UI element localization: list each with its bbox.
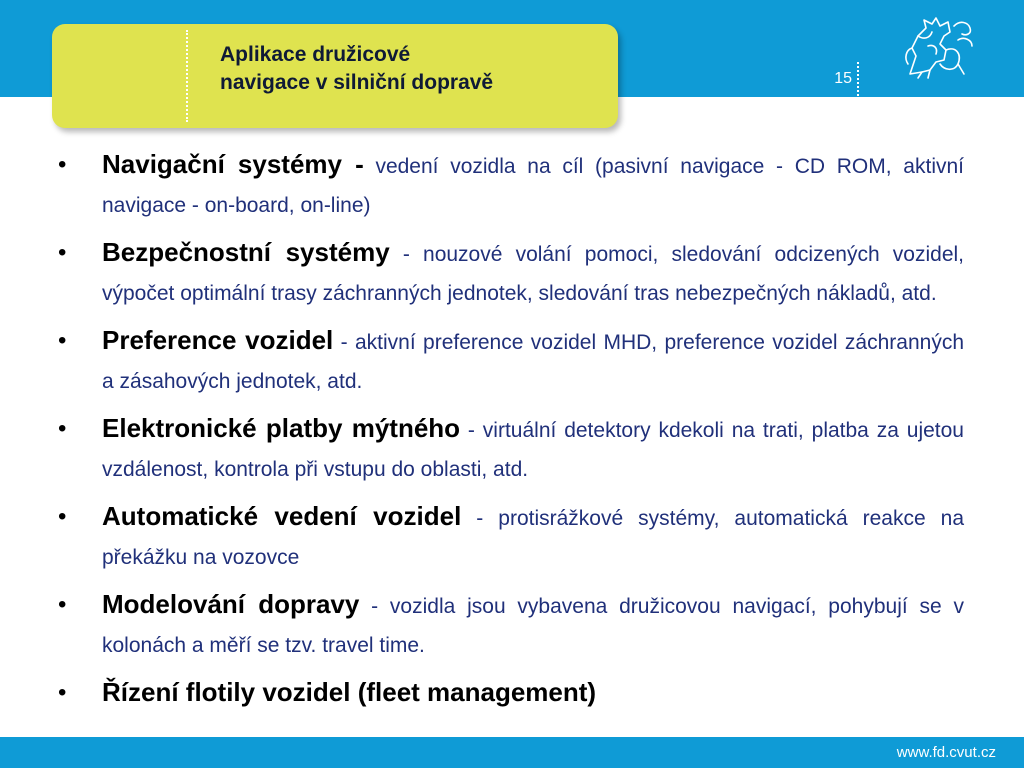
footer-url-link[interactable]: www.fd.cvut.cz <box>896 744 996 761</box>
bullet-dot-icon: • <box>58 503 67 530</box>
bullet-description: - protisrážkové systémy, automatická reakce na překážku na vozovce <box>102 507 965 569</box>
bullet-heading: Řízení flotily vozidel (fleet management) <box>102 677 597 707</box>
list-item <box>58 322 964 402</box>
bullet-list <box>58 146 964 723</box>
bullet-heading: Navigační systémy - <box>102 149 364 179</box>
bullet-heading: Automatické vedení vozidel <box>102 501 462 531</box>
footer-band <box>0 737 1024 768</box>
bullet-description: - virtuální detektory kdekoli na trati, platba za ujetou vzdálenost, kontrola při vstupu do oblasti, atd. <box>102 419 964 481</box>
page-number-divider <box>857 62 859 96</box>
bullet-description: - vozidla jsou vybavena družicovou navigací, pohybují se v kolonách a měří se tzv. travel time. <box>102 595 964 657</box>
bullet-dot-icon: • <box>58 591 67 618</box>
slide-title-line-1: Aplikace družicové <box>220 43 411 66</box>
bullet-heading: Preference vozidel <box>102 325 334 355</box>
list-item <box>58 146 964 226</box>
bullet-heading: Modelování dopravy <box>102 589 360 619</box>
title-divider <box>186 30 188 122</box>
page-number: 15 <box>834 70 852 87</box>
university-lion-logo-icon <box>900 14 978 80</box>
bullet-dot-icon: • <box>58 327 67 354</box>
bullet-heading: Elektronické platby mýtného <box>102 413 461 443</box>
slide-title-line-2: navigace v silniční dopravě <box>220 71 494 94</box>
bullet-dot-icon: • <box>58 151 67 178</box>
list-item <box>58 498 964 578</box>
slide-title <box>220 41 610 97</box>
list-item <box>58 234 964 314</box>
bullet-description: vedení vozidla na cíl (pasivní navigace - CD ROM, aktivní navigace - on-board, on-line) <box>102 155 964 217</box>
bullet-description: - nouzové volání pomoci, sledování odcizených vozidel, výpočet optimální trasy záchranných jednotek, sledování tras nebezpečných nákladů, atd. <box>102 243 964 305</box>
bullet-dot-icon: • <box>58 679 67 706</box>
bullet-description: - aktivní preference vozidel MHD, preference vozidel záchranných a zásahových jednotek, atd. <box>102 331 964 393</box>
bullet-heading: Bezpečnostní systémy <box>102 237 390 267</box>
list-item <box>58 586 964 666</box>
list-item <box>58 410 964 490</box>
bullet-dot-icon: • <box>58 415 67 442</box>
list-item <box>58 674 964 715</box>
bullet-dot-icon: • <box>58 239 67 266</box>
